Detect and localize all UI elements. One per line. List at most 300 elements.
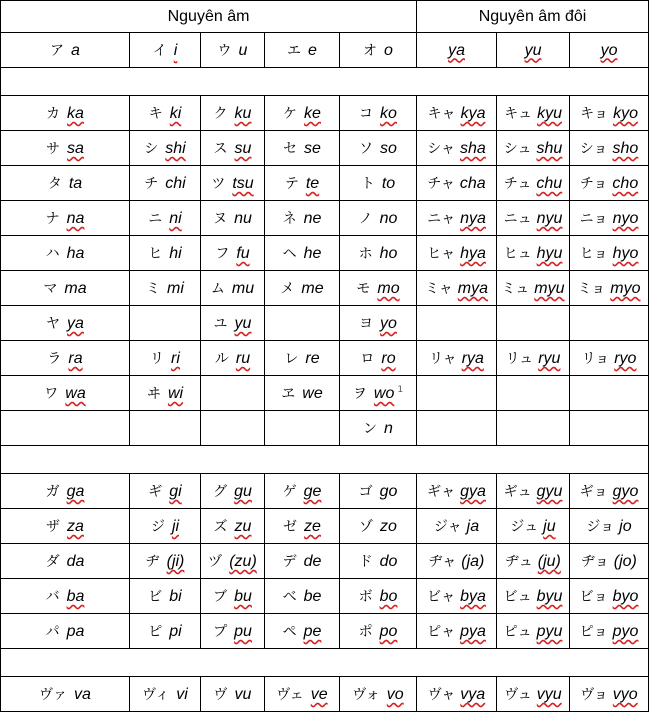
romaji: hyu	[536, 245, 563, 262]
table-cell	[201, 166, 265, 201]
romaji: va	[73, 686, 91, 703]
kana-char: ゴ	[358, 484, 373, 500]
kana-char: ヴィ	[142, 687, 170, 703]
romaji: wi	[167, 385, 184, 402]
table-row	[1, 677, 649, 712]
romaji: da	[66, 553, 85, 570]
kana-char: ニュ	[503, 211, 532, 227]
table-cell	[570, 579, 649, 614]
table-cell	[417, 96, 497, 131]
romaji: shi	[165, 140, 186, 157]
table-cell	[265, 96, 340, 131]
romaji: ja	[466, 518, 480, 535]
romaji: wo	[373, 385, 395, 402]
romaji: tsu	[232, 175, 254, 192]
romaji: gyu	[536, 483, 563, 500]
table-cell	[497, 271, 570, 306]
kana-char: ヌ	[213, 211, 228, 227]
kana-char: ツ	[211, 176, 226, 192]
kana-char: ニ	[148, 211, 163, 227]
divider-cell	[1, 649, 649, 677]
romaji: chu	[536, 175, 563, 192]
table-cell	[1, 509, 130, 544]
table-row	[1, 271, 649, 306]
table-row	[1, 614, 649, 649]
table-cell	[130, 579, 201, 614]
table-cell	[1, 271, 130, 306]
table-cell	[201, 271, 265, 306]
romaji: pu	[234, 623, 252, 640]
kana-char: ロ	[360, 351, 375, 367]
table-cell	[340, 131, 417, 166]
romaji: ni	[169, 210, 182, 227]
table-cell	[130, 509, 201, 544]
romaji: mu	[231, 280, 255, 297]
table-cell	[340, 306, 417, 341]
kana-char: ミュ	[501, 281, 530, 297]
kana-char: ヴォ	[352, 687, 380, 703]
table-row	[1, 579, 649, 614]
section-divider	[1, 68, 649, 96]
column-header-row	[1, 33, 649, 68]
romaji: chi	[165, 175, 186, 192]
romaji: yo	[380, 315, 397, 332]
table-row	[1, 474, 649, 509]
table-cell	[570, 509, 649, 544]
kana-char: サ	[46, 141, 61, 157]
romaji: no	[379, 210, 398, 227]
kana-char: グ	[213, 484, 228, 500]
table-cell	[201, 677, 265, 712]
table-cell	[130, 271, 201, 306]
romaji: vyo	[612, 686, 638, 703]
kana-char: ピュ	[503, 624, 532, 640]
kana-char: ピ	[148, 624, 163, 640]
table-cell	[340, 677, 417, 712]
table-row	[1, 376, 649, 411]
table-cell	[201, 579, 265, 614]
table-cell	[340, 579, 417, 614]
romaji: to	[381, 175, 396, 192]
romaji: po	[379, 623, 398, 640]
romaji: vyu	[536, 686, 562, 703]
kana-char: ミャ	[425, 281, 453, 297]
romaji: cha	[459, 175, 486, 192]
kana-char: ギ	[148, 484, 163, 500]
kana-char: キョ	[580, 106, 609, 122]
kana-char: コ	[359, 106, 374, 122]
romaji: myu	[534, 280, 565, 297]
romaji: sho	[612, 140, 639, 157]
romaji: we	[302, 385, 323, 402]
table-cell	[201, 306, 265, 341]
table-cell	[265, 376, 340, 411]
kana-char: キ	[148, 106, 163, 122]
table-row	[1, 236, 649, 271]
kana-char: ベ	[282, 589, 297, 605]
kana-char: ペ	[282, 624, 297, 640]
table-cell	[340, 614, 417, 649]
kana-char: ジ	[150, 519, 165, 535]
romaji: hyo	[612, 245, 639, 262]
kana-char: セ	[283, 141, 298, 157]
table-cell	[265, 411, 340, 446]
kana-char: シュ	[503, 141, 532, 157]
kana-char: ヒャ	[427, 246, 456, 262]
table-cell	[340, 411, 417, 446]
kana-char: ノ	[358, 211, 373, 227]
table-cell	[201, 201, 265, 236]
romaji: byo	[612, 588, 639, 605]
kana-char: ダ	[45, 554, 60, 570]
kana-char: テ	[284, 176, 299, 192]
table-cell	[201, 411, 265, 446]
table-cell	[417, 411, 497, 446]
section-divider	[1, 446, 649, 474]
table-cell	[130, 614, 201, 649]
kana-char: ヱ	[281, 386, 296, 402]
kana-char: ソ	[359, 141, 374, 157]
kana-char: ボ	[358, 589, 373, 605]
romaji: re	[305, 350, 320, 367]
romaji: se	[304, 140, 321, 157]
column-header	[570, 33, 649, 68]
kana-char: ゲ	[282, 484, 297, 500]
table-cell	[570, 131, 649, 166]
table-cell	[417, 509, 497, 544]
romaji: u	[238, 42, 248, 59]
table-cell	[265, 271, 340, 306]
romaji: ho	[379, 245, 398, 262]
kana-char: ヒ	[148, 246, 163, 262]
table-cell	[497, 544, 570, 579]
table-cell	[265, 166, 340, 201]
kana-char: ジョ	[586, 519, 615, 535]
kana-char: バ	[45, 589, 60, 605]
table-cell	[130, 677, 201, 712]
kana-char: ギャ	[427, 484, 456, 500]
table-cell	[201, 236, 265, 271]
romaji: pya	[460, 623, 486, 640]
kana-char: ニャ	[427, 211, 456, 227]
romaji: a	[71, 42, 80, 59]
table-cell	[570, 544, 649, 579]
table-row	[1, 166, 649, 201]
table-cell	[570, 614, 649, 649]
kana-char: リ	[150, 351, 165, 367]
table-cell	[1, 236, 130, 271]
table-cell	[201, 341, 265, 376]
romaji: te	[305, 175, 320, 192]
kana-char: ニョ	[579, 211, 608, 227]
romaji: vi	[176, 686, 188, 703]
kana-char: ヴャ	[427, 687, 456, 703]
romaji: ro	[381, 350, 396, 367]
kana-char: ナ	[45, 211, 60, 227]
kana-char: キャ	[427, 106, 456, 122]
table-cell	[1, 166, 130, 201]
table-cell	[1, 411, 130, 446]
romaji: shu	[536, 140, 563, 157]
kana-char: タ	[47, 176, 62, 192]
romaji: ya	[67, 315, 84, 332]
kana-char: ム	[210, 281, 225, 297]
table-cell	[340, 166, 417, 201]
table-cell	[570, 236, 649, 271]
kana-char: ブ	[213, 589, 228, 605]
column-header	[1, 33, 130, 68]
table-cell	[340, 96, 417, 131]
romaji: hi	[169, 245, 182, 262]
romaji: so	[380, 140, 397, 157]
kana-char: ル	[214, 351, 229, 367]
table-cell	[265, 341, 340, 376]
kana-char: ヴョ	[580, 687, 608, 703]
romaji: ve	[310, 686, 328, 703]
table-cell	[1, 579, 130, 614]
kana-char: ウ	[217, 43, 232, 59]
kana-char: ヴ	[213, 687, 228, 703]
table-cell	[201, 544, 265, 579]
header-row	[1, 1, 649, 33]
kana-char: ユ	[213, 316, 228, 332]
romaji: zo	[380, 518, 397, 535]
romaji: yu	[234, 315, 252, 332]
kana-char: ジャ	[433, 519, 462, 535]
kana-char: ヴェ	[276, 687, 304, 703]
column-header	[497, 33, 570, 68]
kana-char: ポ	[358, 624, 373, 640]
kana-char: ワ	[44, 386, 59, 402]
kana-char: ズ	[213, 519, 228, 535]
romaji: ze	[304, 518, 321, 535]
romaji: myo	[610, 280, 641, 297]
column-header	[130, 33, 201, 68]
kana-char: ヂャ	[428, 554, 457, 570]
kana-char: ヤ	[46, 316, 61, 332]
table-cell	[265, 544, 340, 579]
table-cell	[497, 509, 570, 544]
table-cell	[340, 376, 417, 411]
romaji: ya	[448, 41, 465, 59]
romaji: bi	[169, 588, 182, 605]
kana-char: ク	[213, 106, 228, 122]
kana-char: デ	[282, 554, 297, 570]
table-cell	[570, 677, 649, 712]
table-cell	[570, 474, 649, 509]
romaji: ru	[235, 350, 251, 367]
romaji: na	[66, 210, 85, 227]
romaji: gyo	[612, 483, 639, 500]
kana-char: ヂョ	[581, 554, 609, 570]
kana-char: パ	[45, 624, 60, 640]
section-divider	[1, 649, 649, 677]
table-cell	[417, 579, 497, 614]
kana-char: エ	[287, 43, 302, 59]
romaji: kyu	[537, 105, 562, 122]
table-cell	[1, 201, 130, 236]
romaji: cho	[612, 175, 639, 192]
kana-char: ハ	[45, 246, 60, 262]
table-cell	[417, 376, 497, 411]
table-cell	[417, 201, 497, 236]
table-cell	[1, 677, 130, 712]
kana-char: チュ	[503, 176, 532, 192]
table-cell	[497, 579, 570, 614]
romaji: bya	[460, 588, 486, 605]
romaji: yu	[524, 41, 542, 59]
romaji: nyo	[612, 210, 639, 227]
kana-char: ヂュ	[505, 554, 533, 570]
romaji: ju	[543, 518, 556, 535]
table-cell	[570, 166, 649, 201]
kana-char: ミ	[146, 281, 161, 297]
table-cell	[570, 201, 649, 236]
romaji: ko	[380, 105, 397, 122]
table-cell	[1, 131, 130, 166]
kana-char: ショ	[579, 141, 608, 157]
kana-char: ゼ	[283, 519, 298, 535]
table-cell	[417, 271, 497, 306]
kana-char: ア	[50, 43, 65, 59]
romaji: i	[173, 42, 178, 59]
kana-char: ギュ	[503, 484, 532, 500]
romaji: gi	[169, 483, 182, 500]
romaji: mo	[377, 280, 400, 297]
romaji: mya	[457, 280, 488, 297]
romaji: byu	[536, 588, 563, 605]
kana-char: マ	[43, 281, 58, 297]
table-cell	[417, 131, 497, 166]
table-cell	[130, 96, 201, 131]
double-vowels-header: Nguyên âm đôi	[417, 1, 649, 33]
vowels-header: Nguyên âm	[1, 1, 417, 33]
table-cell	[130, 201, 201, 236]
column-header	[417, 33, 497, 68]
table-cell	[130, 376, 201, 411]
kana-char: ミョ	[577, 281, 606, 297]
kana-char: キュ	[504, 106, 533, 122]
romaji: e	[308, 42, 317, 59]
kana-char: ラ	[47, 351, 62, 367]
romaji: ma	[64, 280, 87, 297]
kana-char: ヨ	[359, 316, 374, 332]
table-cell	[265, 306, 340, 341]
table-cell	[497, 166, 570, 201]
kana-char: ン	[363, 421, 378, 437]
romaji: pyo	[612, 623, 639, 640]
romaji: (zu)	[229, 553, 257, 570]
kana-char: カ	[46, 106, 61, 122]
romaji: bo	[379, 588, 398, 605]
table-cell	[265, 474, 340, 509]
table-cell	[570, 376, 649, 411]
romaji: ji	[171, 518, 180, 535]
romaji: pyu	[536, 623, 563, 640]
kana-char: ザ	[46, 519, 61, 535]
kana-char: メ	[280, 281, 295, 297]
romaji: (ju)	[537, 553, 561, 570]
kana-char: シャ	[427, 141, 455, 157]
romaji: (jo)	[613, 553, 637, 570]
footnote-mark: 1	[397, 385, 404, 395]
table-cell	[265, 509, 340, 544]
kana-char: ヘ	[282, 246, 297, 262]
romaji: hya	[460, 245, 486, 262]
table-cell	[130, 306, 201, 341]
kana-char: ヒュ	[503, 246, 532, 262]
romaji: go	[379, 483, 398, 500]
table-cell	[201, 131, 265, 166]
table-cell	[130, 236, 201, 271]
table-cell	[201, 376, 265, 411]
table-row	[1, 131, 649, 166]
table-cell	[497, 131, 570, 166]
table-cell	[497, 96, 570, 131]
romaji: ba	[66, 588, 85, 605]
romaji: vo	[386, 686, 404, 703]
kana-char: ビョ	[579, 589, 608, 605]
table-cell	[570, 411, 649, 446]
table-cell	[340, 236, 417, 271]
table-cell	[1, 376, 130, 411]
romaji: su	[234, 140, 252, 157]
table-cell	[1, 306, 130, 341]
table-row	[1, 306, 649, 341]
column-header	[201, 33, 265, 68]
table-cell	[340, 509, 417, 544]
romaji: (ja)	[461, 553, 485, 570]
divider-cell	[1, 68, 649, 96]
romaji: ri	[171, 350, 180, 367]
table-cell	[1, 614, 130, 649]
table-cell	[497, 411, 570, 446]
table-cell	[497, 201, 570, 236]
table-cell	[265, 677, 340, 712]
table-cell	[497, 236, 570, 271]
kana-char: リュ	[505, 351, 534, 367]
kana-char: ヰ	[146, 386, 161, 402]
romaji: ta	[68, 175, 83, 192]
divider-cell	[1, 446, 649, 474]
table-cell	[130, 166, 201, 201]
romaji: ne	[303, 210, 322, 227]
kana-char: ド	[358, 554, 373, 570]
romaji: ryo	[614, 350, 637, 367]
kana-char: ガ	[45, 484, 60, 500]
table-cell	[497, 474, 570, 509]
romaji: be	[303, 588, 322, 605]
table-cell	[130, 131, 201, 166]
table-row	[1, 96, 649, 131]
romaji: vya	[460, 686, 486, 703]
romaji: ki	[169, 105, 182, 122]
table-cell	[417, 341, 497, 376]
table-cell	[417, 677, 497, 712]
romaji: nya	[460, 210, 486, 227]
kana-char: ビュ	[503, 589, 532, 605]
romaji: n	[384, 420, 393, 437]
kana-char: ヂ	[145, 554, 160, 570]
romaji: pa	[66, 623, 85, 640]
kana-char: ト	[360, 176, 375, 192]
romaji: sa	[67, 140, 84, 157]
table-row	[1, 544, 649, 579]
table-cell	[265, 579, 340, 614]
romaji: kya	[460, 105, 486, 122]
kana-char: リョ	[581, 351, 610, 367]
kana-char: シ	[144, 141, 159, 157]
